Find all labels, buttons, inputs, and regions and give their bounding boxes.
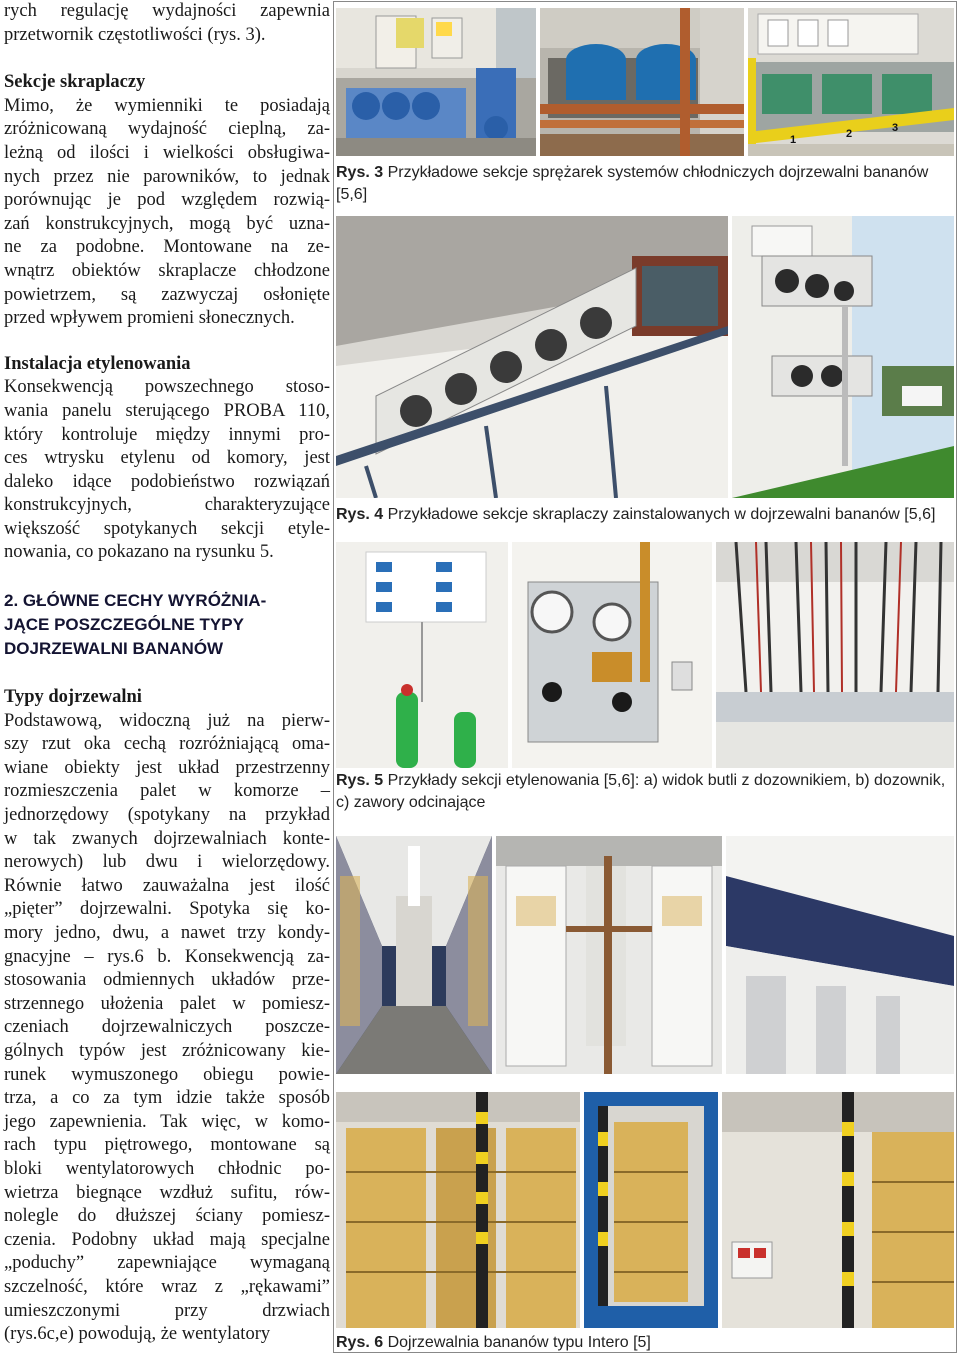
text-line: w tak zwanych dojrzewalniach konte-	[4, 828, 330, 849]
text-line: bloki wentylatorowych chłodnic po-	[4, 1158, 330, 1179]
fig6-photo-d	[336, 1092, 580, 1328]
text-line: rozmieszczenia palet w komorze –	[4, 781, 330, 802]
fig6-photo-b	[496, 836, 722, 1074]
condensers-paragraph	[0, 71, 330, 331]
text-line: „poduchy” zapewniające wymaganą	[4, 1253, 330, 1274]
article-text-column	[0, 0, 330, 1356]
fig3-photo-label: 3	[892, 122, 899, 134]
fig6-photo-e	[584, 1092, 718, 1328]
text-line: czeniach dojrzewalniczych poszcze-	[4, 1017, 330, 1038]
text-line: strzennego ułożenia palet w pomiesz-	[4, 993, 330, 1014]
fig3-caption-label: Rys. 3	[336, 164, 384, 181]
text-line: rych regulację wydajności zapewnia	[4, 1, 330, 21]
ethylene-paragraph	[0, 353, 330, 565]
fig3-photo-b	[540, 8, 744, 156]
text-line: rach typu piętrowego, montowane są	[4, 1135, 330, 1156]
text-line: nych przez nie parowników, to jednak	[4, 166, 330, 187]
text-line: umieszczonymi przy drzwiach	[4, 1300, 330, 1321]
fig3-photo-a	[336, 8, 536, 156]
text-line: konstrukcyjnych, charakteryzujące	[4, 495, 330, 516]
fig6-caption	[336, 1332, 954, 1354]
text-line: jego zapewnienia. Tak więc, w komo-	[4, 1111, 330, 1132]
heading-condensers: Sekcje skraplaczy	[4, 72, 146, 93]
text-line: przed wpływem promieni słonecznych.	[4, 308, 295, 329]
fig3-caption-text: Przykładowe sekcje sprężarek systemów chłodniczych dojrzewalni bananów [5,6]	[336, 164, 929, 203]
fig4-caption-text: Przykładowe sekcje skraplaczy zainstalowanych w dojrzewalni bananów [5,6]	[387, 506, 936, 523]
text-line: zań konstrukcyjnych, mogą być uzna-	[4, 213, 330, 234]
text-line: czenia. Podobny układ mają specjalne	[4, 1229, 330, 1250]
text-line: Równie łatwo zauważalna jest ilość	[4, 875, 330, 896]
fig5-caption-text: Przykłady sekcji etylenowania [5,6]: a) widok butli z dozownikiem, b) dozownik, c) zawory odcinające	[336, 772, 946, 811]
text-line: wnątrz obiektów skraplacze chłodzone	[4, 260, 330, 281]
text-line: ces wtrysku etylenu od komory, jest	[4, 448, 330, 469]
fig4-photo-b	[732, 216, 954, 498]
figures-column	[333, 1, 957, 1353]
text-line: szy rzut oka cechą rozróżniającą oma-	[4, 734, 330, 755]
fig3-photo-c	[748, 8, 954, 156]
text-line: leżną od ilości i wielkości obsługiwa-	[4, 142, 330, 163]
fig6-photo-a	[336, 836, 492, 1074]
fig6-photo-f	[722, 1092, 954, 1328]
fig3-photo-label: 2	[846, 128, 853, 140]
fig5-caption	[336, 770, 954, 814]
fig3-photo-label: 1	[790, 134, 797, 146]
intro-paragraph	[0, 0, 330, 47]
text-line: gólnych typów jest zróżnicowany kie-	[4, 1040, 330, 1061]
text-line: powietrzem, są zazwyczaj osłonięte	[4, 284, 330, 305]
text-line: runek wymuszonego obiegu powie-	[4, 1064, 330, 1085]
text-line: wietrza biegnące wzdłuż sufitu, rów-	[4, 1182, 330, 1203]
heading-ethylene: Instalacja etylenowania	[4, 353, 191, 374]
text-line: (rys.6c,e) powodują, że wentylatory	[4, 1324, 271, 1345]
text-line: przetwornik częstotliwości (rys. 3).	[4, 24, 266, 45]
text-line: Konsekwencją powszechnego stoso-	[4, 377, 330, 398]
text-line: daleko idące podobieństwo rozwiązań	[4, 471, 330, 492]
text-line: szczelność, które wraz z „rękawami”	[4, 1276, 330, 1297]
fig3-caption	[336, 162, 954, 206]
text-line: ne za podobne. Montowane na ze-	[4, 237, 330, 258]
fig5-photo-b	[512, 542, 712, 768]
text-line: Mimo, że wymienniki te posiadają	[4, 95, 330, 116]
fig6-caption-text: Dojrzewalnia bananów typu Intero [5]	[387, 1334, 651, 1351]
fig4-photo-a	[336, 216, 728, 498]
fig5-caption-label: Rys. 5	[336, 772, 384, 789]
text-line: gnacyjne – rys.6 b. Konsekwencją za-	[4, 946, 330, 967]
fig5-photo-c	[716, 542, 954, 768]
text-line: zróżnicowaną wydajność cieplną, za-	[4, 119, 330, 140]
text-line: nerowych) lub dwu i wielorzędowy.	[4, 852, 330, 873]
text-line: stosowania odmiennych układów prze-	[4, 970, 330, 991]
text-line: Podstawową, widoczną już na pierw-	[4, 710, 330, 731]
fig6-photo-c	[726, 836, 954, 1074]
text-line: wania panelu sterującego PROBA 110,	[4, 400, 330, 421]
text-line: większość spotykanych sekcji etyle-	[4, 518, 330, 539]
fig5-photo-a	[336, 542, 508, 768]
text-line: „pięter” dojrzewalni. Spotyka się ko-	[4, 899, 330, 920]
text-line: jednorzędowy (spotykany na przykład	[4, 805, 330, 826]
section-2-title	[0, 589, 330, 661]
text-line: nowania, co pokazano na rysunku 5.	[4, 542, 274, 563]
section-title-line: JĄCE POSZCZEGÓLNE TYPY	[4, 615, 244, 635]
text-line: nolegle do dłuższej ściany pomiesz-	[4, 1206, 330, 1227]
section-title-line: DOJRZEWALNI BANANÓW	[4, 639, 224, 659]
fig4-caption	[336, 504, 954, 526]
fig6-caption-label: Rys. 6	[336, 1334, 384, 1351]
types-paragraph	[0, 686, 330, 1347]
text-line: wiane obiekty jest układ przestrzenny	[4, 757, 330, 778]
text-line: porównując je pod względem rozwią-	[4, 190, 330, 211]
text-line: który kontroluje między innymi pro-	[4, 424, 330, 445]
section-title-line: 2. GŁÓWNE CECHY WYRÓŻNIA-	[4, 591, 267, 611]
heading-types: Typy dojrzewalni	[4, 687, 142, 708]
text-line: trza, a co za tym idzie także sposób	[4, 1088, 330, 1109]
fig4-caption-label: Rys. 4	[336, 506, 384, 523]
text-line: mory jedno, dwu, a nawet trzy kondy-	[4, 923, 330, 943]
